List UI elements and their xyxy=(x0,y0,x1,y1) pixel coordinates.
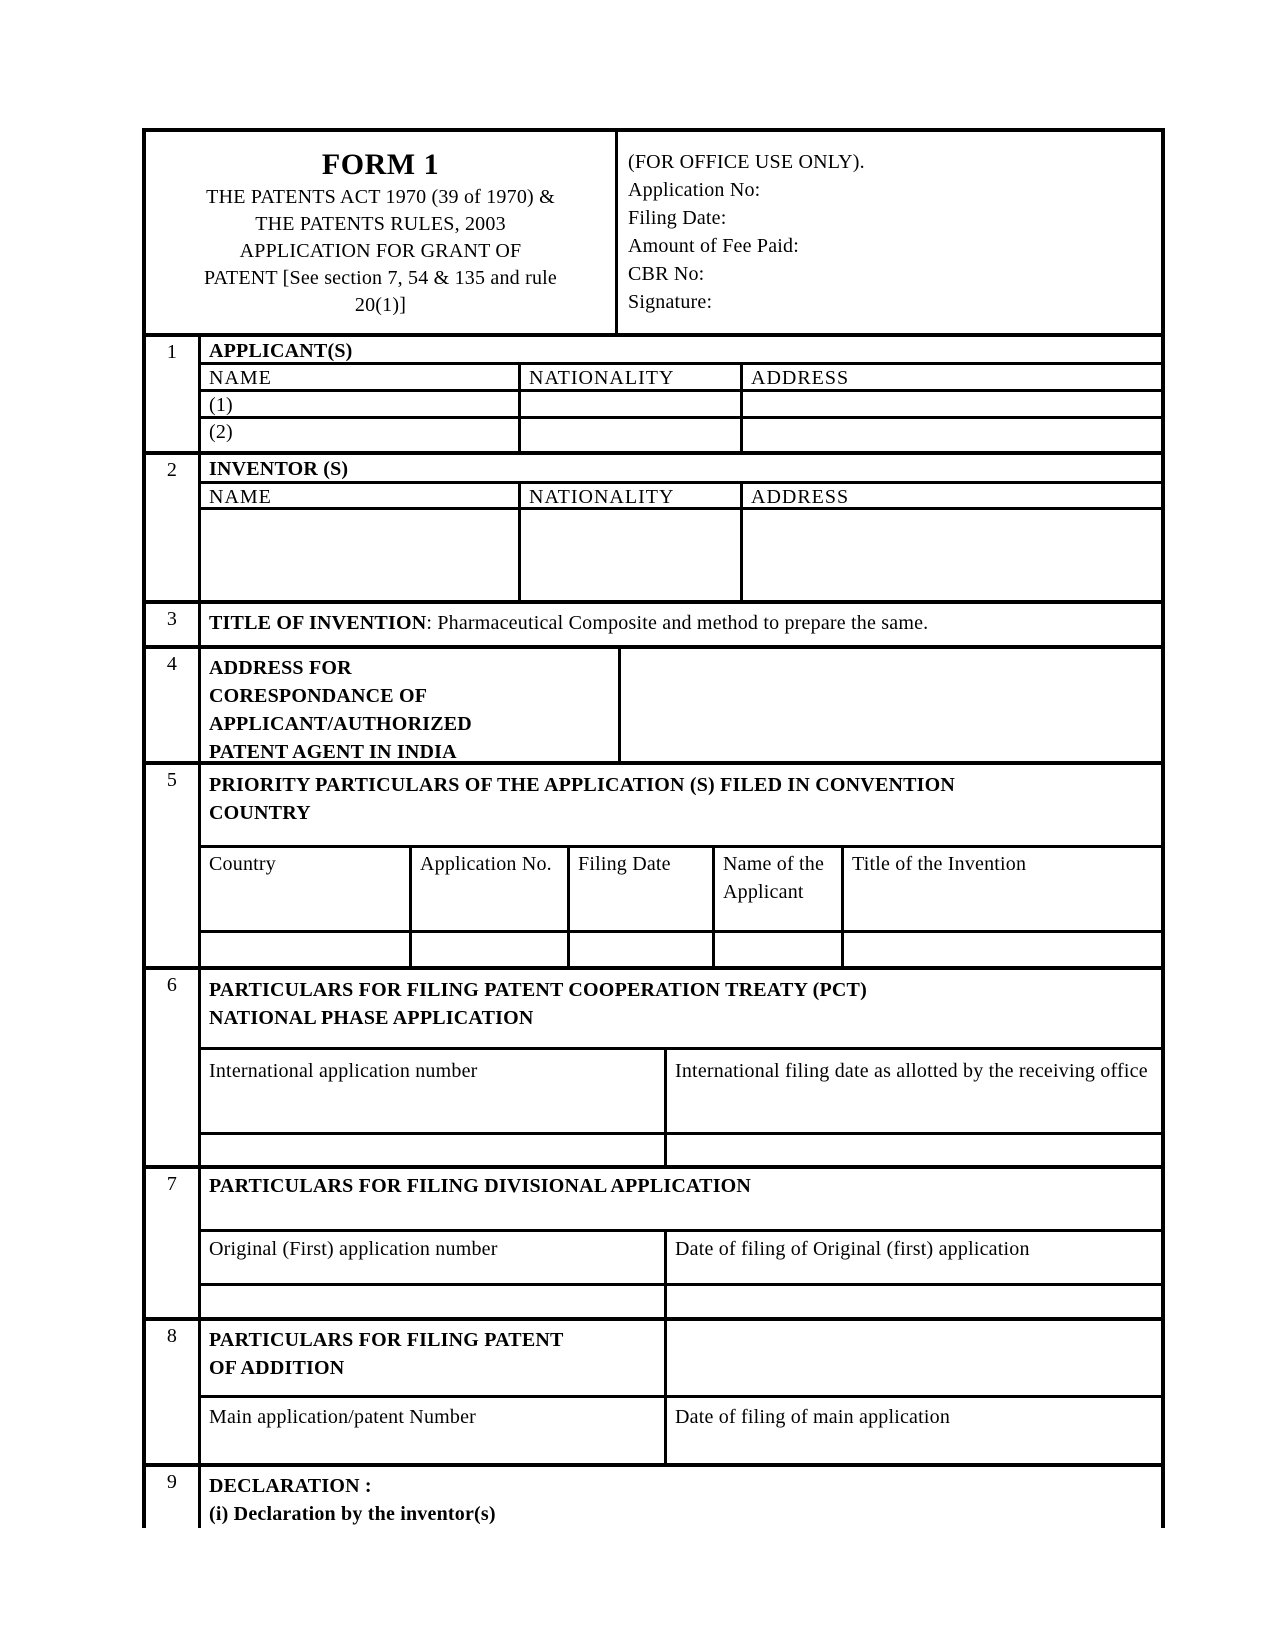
inventor-name-cell xyxy=(201,510,521,600)
section-number: 2 xyxy=(146,455,201,600)
inventor-row xyxy=(201,510,1161,600)
title-of-invention-line xyxy=(201,604,1161,635)
inventors-column-header-row xyxy=(201,484,1161,510)
pct-filing-date-label: International filing date as allotted by the receiving office xyxy=(675,1059,1148,1082)
section-correspondence-address xyxy=(146,645,1161,764)
section-priority xyxy=(146,761,1161,965)
section-addition xyxy=(146,1317,1161,1463)
priority-title: PRIORITY PARTICULARS OF THE APPLICATION (S) FILED IN CONVENTION COUNTRY xyxy=(209,774,956,825)
applicant-1-address-cell xyxy=(743,392,1161,416)
applicant-2-address-cell xyxy=(743,419,1161,450)
section-number: 9 xyxy=(146,1467,201,1528)
section-applicants xyxy=(146,333,1161,450)
correspondence-address-label: ADDRESS FOR CORESPONDANCE OF APPLICANT/AUTHORIZED PATENT AGENT IN INDIA xyxy=(201,649,621,761)
priority-column-header-row xyxy=(201,848,1161,933)
divisional-title: PARTICULARS FOR FILING DIVISIONAL APPLICATION xyxy=(209,1175,752,1198)
column-header-filing-date: Filing Date xyxy=(570,848,715,930)
office-use-block xyxy=(618,132,1161,333)
section-number: 6 xyxy=(146,970,201,1166)
form-title: FORM 1 xyxy=(321,148,440,181)
section-number: 3 xyxy=(146,604,201,646)
inventors-title: INVENTOR (S) xyxy=(209,457,349,480)
application-no-label: Application No: xyxy=(628,179,761,201)
section-declaration xyxy=(146,1463,1161,1528)
declaration-inventor-subtitle: (i) Declaration by the inventor(s) xyxy=(209,1503,496,1525)
form-title-block xyxy=(146,132,618,333)
section-pct xyxy=(146,966,1161,1166)
signature-label: Signature: xyxy=(628,291,713,313)
column-header-application-no: Application No. xyxy=(412,848,570,930)
addition-title-row xyxy=(201,1321,1161,1398)
divisional-filing-date-cell xyxy=(667,1286,1161,1317)
declaration-title: DECLARATION : xyxy=(209,1475,372,1497)
section-reference-line: PATENT [See section 7, 54 & 135 and rule xyxy=(204,267,557,289)
divisional-empty-row xyxy=(201,1286,1161,1317)
column-header-country: Country xyxy=(201,848,412,930)
column-header-applicant-name: Name of the Applicant xyxy=(715,848,844,930)
column-header-address: ADDRESS xyxy=(751,485,850,508)
inventor-nationality-cell xyxy=(521,510,743,600)
filing-date-label: Filing Date: xyxy=(628,207,727,229)
priority-applicant-name-cell xyxy=(715,933,844,965)
applicant-row-2 xyxy=(201,419,1161,450)
correspondence-address-value-cell xyxy=(621,649,1161,761)
column-header-name: NAME xyxy=(201,484,521,507)
section-number: 7 xyxy=(146,1169,201,1317)
divisional-header-row xyxy=(201,1232,1161,1286)
act-line: THE PATENTS ACT 1970 (39 of 1970) & xyxy=(206,186,555,208)
section-number: 5 xyxy=(146,765,201,965)
section-title-of-invention xyxy=(146,600,1161,646)
office-use-heading: (FOR OFFICE USE ONLY). xyxy=(628,151,865,173)
applicant-1-name-cell: (1) xyxy=(201,392,521,416)
addition-main-number-label: Main application/patent Number xyxy=(201,1398,667,1463)
addition-title: PARTICULARS FOR FILING PATENT OF ADDITION xyxy=(201,1321,667,1395)
applicant-1-nationality-cell xyxy=(521,392,743,416)
column-header-address: ADDRESS xyxy=(751,367,850,390)
priority-country-cell xyxy=(201,933,412,965)
column-header-nationality: NATIONALITY xyxy=(521,484,743,507)
divisional-original-number-label: Original (First) application number xyxy=(201,1232,667,1283)
divisional-filing-date-label: Date of filing of Original (first) application xyxy=(675,1238,1030,1261)
addition-title-empty-cell xyxy=(667,1321,1161,1395)
addition-filing-date-label: Date of filing of main application xyxy=(675,1406,951,1429)
applicant-2-nationality-cell xyxy=(521,419,743,450)
section-number: 8 xyxy=(146,1321,201,1463)
section-divisional xyxy=(146,1165,1161,1317)
pct-filing-date-cell xyxy=(667,1135,1161,1166)
applicant-2-name-cell: (2) xyxy=(201,419,521,450)
form1-document-frame xyxy=(142,128,1165,1528)
pct-application-number-cell xyxy=(201,1135,667,1166)
pct-header-row xyxy=(201,1050,1161,1135)
inventor-address-cell xyxy=(743,510,1161,600)
fee-paid-label: Amount of Fee Paid: xyxy=(628,235,800,257)
title-of-invention-value: : Pharmaceutical Composite and method to prepare the same. xyxy=(426,611,929,634)
application-line: APPLICATION FOR GRANT OF xyxy=(239,240,522,262)
addition-header-row xyxy=(201,1398,1161,1463)
priority-filing-date-cell xyxy=(570,933,715,965)
applicants-title: APPLICANT(S) xyxy=(209,340,353,363)
applicants-column-header-row xyxy=(201,365,1161,392)
column-header-invention-title: Title of the Invention xyxy=(852,853,1027,876)
priority-application-no-cell xyxy=(412,933,570,965)
priority-empty-row xyxy=(201,933,1161,965)
column-header-nationality: NATIONALITY xyxy=(521,365,743,389)
rules-line: THE PATENTS RULES, 2003 xyxy=(255,213,506,235)
pct-title: PARTICULARS FOR FILING PATENT COOPERATION TREATY (PCT) NATIONAL PHASE APPLICATION xyxy=(209,978,867,1029)
title-of-invention-label: TITLE OF INVENTION xyxy=(209,611,427,634)
applicant-row-1 xyxy=(201,392,1161,419)
divisional-original-number-cell xyxy=(201,1286,667,1317)
form-header xyxy=(146,132,1161,333)
section-number: 4 xyxy=(146,649,201,761)
pct-empty-row xyxy=(201,1135,1161,1166)
rule-number-line: 20(1)] xyxy=(354,294,407,316)
section-inventors xyxy=(146,451,1161,600)
section-number: 1 xyxy=(146,337,201,450)
cbr-no-label: CBR No: xyxy=(628,263,705,285)
pct-application-number-label: International application number xyxy=(201,1050,667,1132)
priority-invention-title-cell xyxy=(844,933,1161,965)
column-header-name: NAME xyxy=(201,365,521,389)
